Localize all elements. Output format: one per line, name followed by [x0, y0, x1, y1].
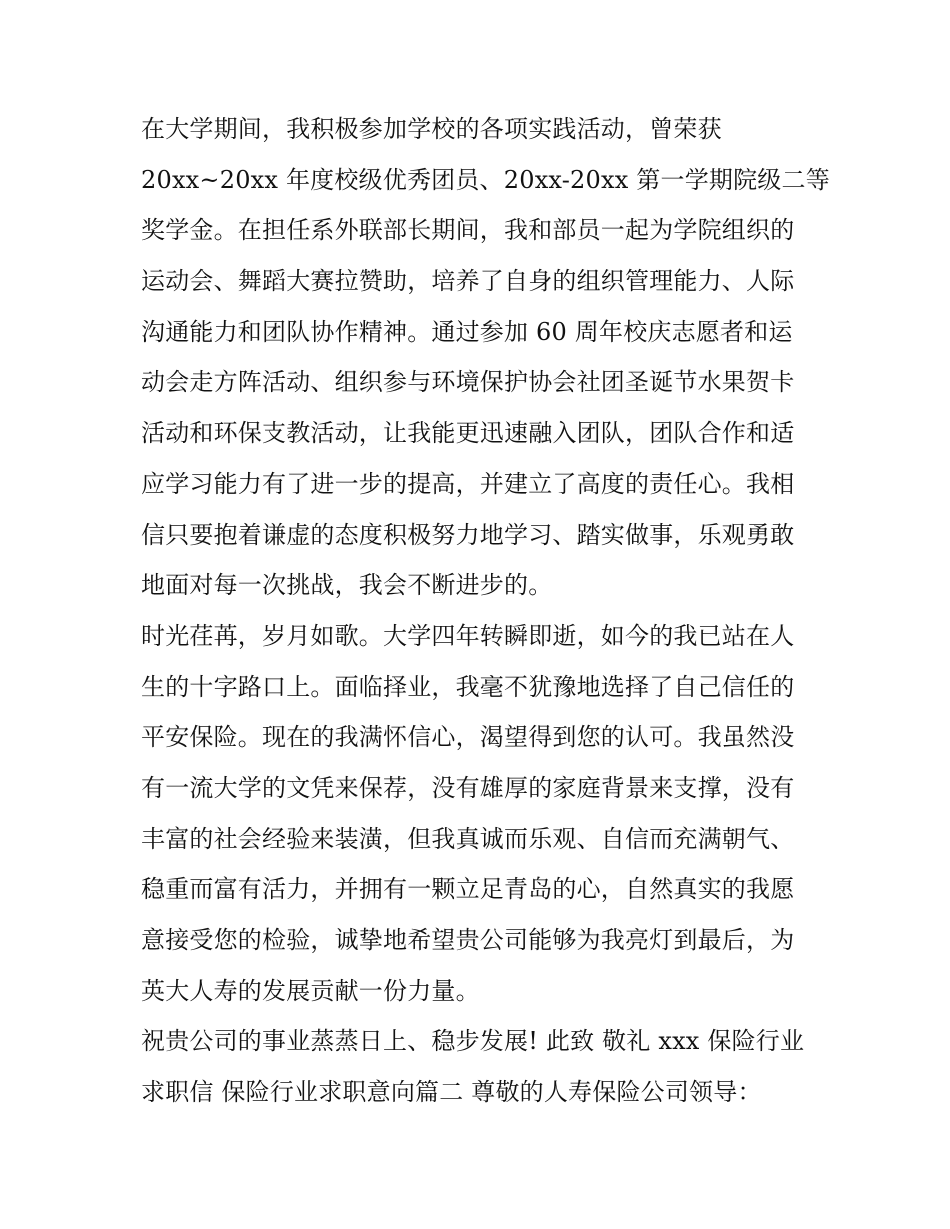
text-line: 丰富的社会经验来装潢，但我真诚而乐观、自信而充满朝气、: [141, 824, 795, 853]
text-line: 时光荏苒，岁月如歌。大学四年转瞬即逝，如今的我已站在人: [141, 621, 795, 650]
text-line: 运动会、舞蹈大赛拉赞助，培养了自身的组织管理能力、人际: [141, 267, 795, 296]
text-line: 动会走方阵活动、组织参与环境保护协会社团圣诞节水果贺卡: [141, 368, 795, 397]
text-line: 地面对每一次挑战，我会不断进步的。: [141, 571, 553, 600]
text-line: 生的十字路口上。面临择业，我毫不犹豫地选择了自己信任的: [141, 672, 795, 701]
text-line: 在大学期间，我积极参加学校的各项实践活动，曾荣获: [141, 115, 722, 143]
paragraph-3: [141, 1016, 821, 1117]
text-line: 英大人寿的发展贡献一份力量。: [141, 976, 480, 1005]
text-line: 奖学金。在担任系外联部长期间，我和部员一起为学院组织的: [141, 216, 795, 245]
paragraph-1: [141, 104, 830, 611]
text-line: 20xx~20xx 年度校级优秀团员、20xx-20xx 第一学期院级二等: [141, 165, 830, 194]
text-line: 有一流大学的文凭来保荐，没有雄厚的家庭背景来支撑，没有: [141, 773, 795, 802]
text-line: 信只要抱着谦虚的态度积极努力地学习、踏实做事，乐观勇敢: [141, 520, 795, 549]
text-line: 意接受您的检验，诚挚地希望贵公司能够为我亮灯到最后，为: [141, 926, 795, 954]
text-line: 应学习能力有了进一步的提高，并建立了高度的责任心。我相: [141, 469, 795, 498]
text-line: 求职信 保险行业求职意向篇二 尊敬的人寿保险公司领导：: [141, 1078, 762, 1107]
text-line: 平安保险。现在的我满怀信心，渴望得到您的认可。我虽然没: [141, 723, 795, 752]
text-line: 沟通能力和团队协作精神。通过参加 60 周年校庆志愿者和运: [141, 317, 793, 346]
document-body: [141, 104, 830, 1118]
text-line: 稳重而富有活力，并拥有一颗立足青岛的心，自然真实的我愿: [141, 875, 795, 904]
paragraph-2: [141, 611, 821, 1017]
text-line: 活动和环保支教活动，让我能更迅速融入团队，团队合作和适: [141, 419, 795, 448]
text-line: 祝贵公司的事业蒸蒸日上、稳步发展! 此致 敬礼 xxx 保险行业: [141, 1027, 805, 1056]
